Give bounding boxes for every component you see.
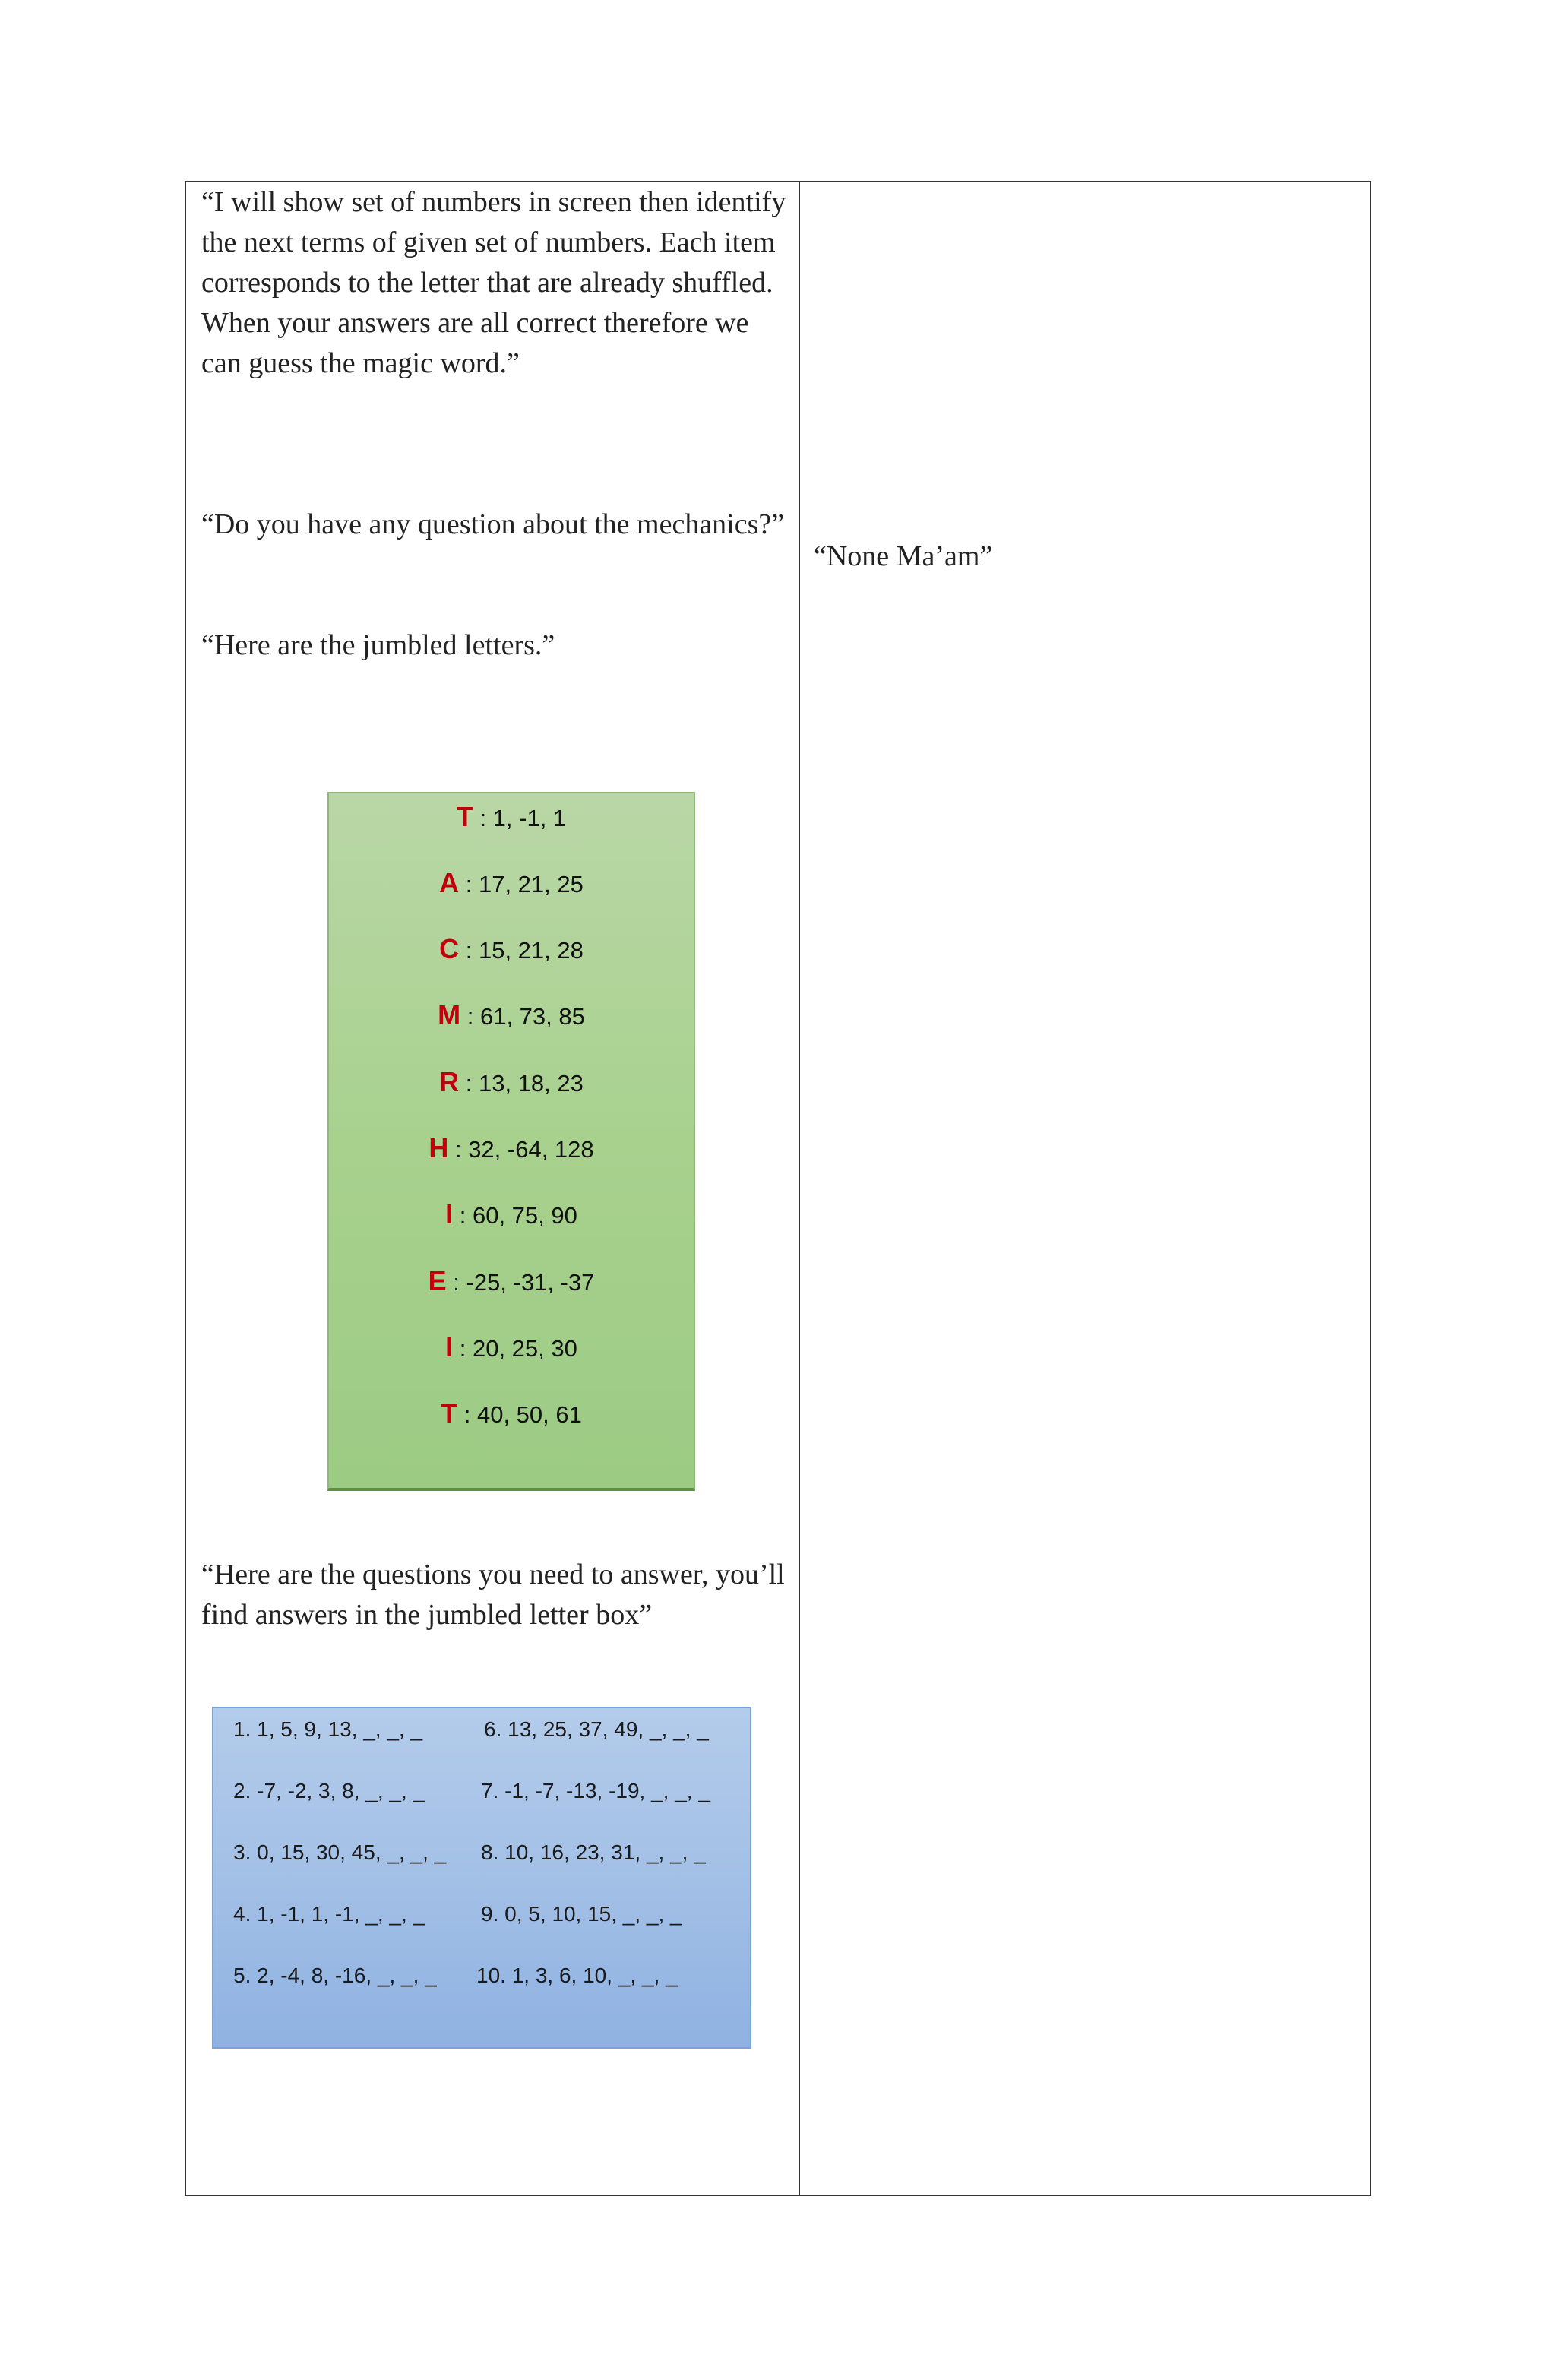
- question-item: 9. 0, 5, 10, 15, _, _, _: [481, 1902, 682, 1926]
- jumbled-item: T : 40, 50, 61: [441, 1397, 582, 1429]
- question-item: 10. 1, 3, 6, 10, _, _, _: [476, 1964, 678, 1987]
- question-item: 4. 1, -1, 1, -1, _, _, _: [233, 1902, 425, 1926]
- question-item: 7. -1, -7, -13, -19, _, _, _: [481, 1779, 710, 1802]
- lesson-table: [185, 181, 1371, 2196]
- jumbled-item: T : 1, -1, 1: [456, 801, 567, 832]
- question-item: 5. 2, -4, 8, -16, _, _, _: [233, 1964, 437, 1987]
- jumbled-item: I : 20, 25, 30: [445, 1331, 577, 1362]
- question-item: 2. -7, -2, 3, 8, _, _, _: [233, 1779, 425, 1802]
- column-divider: [799, 182, 800, 2195]
- jumbled-item: M : 61, 73, 85: [438, 999, 585, 1030]
- question-item: 1. 1, 5, 9, 13, _, _, _: [233, 1717, 423, 1741]
- question-item: 6. 13, 25, 37, 49, _, _, _: [484, 1717, 709, 1741]
- student-response: “None Ma’am”: [814, 540, 993, 572]
- question-prompt: “Do you have any question about the mechanics?”: [201, 508, 785, 540]
- jumbled-item: H : 32, -64, 128: [429, 1132, 594, 1163]
- jumbled-letter-box: [327, 792, 695, 1491]
- questions-box: [212, 1707, 751, 2049]
- question-item: 8. 10, 16, 23, 31, _, _, _: [481, 1840, 706, 1864]
- jumbled-item: C : 15, 21, 28: [439, 933, 584, 964]
- jumbled-item: E : -25, -31, -37: [428, 1265, 595, 1296]
- jumbled-item: R : 13, 18, 23: [439, 1066, 584, 1097]
- questions-intro: “Here are the questions you need to answer, you’ll find answers in the jumbled letter box”: [201, 1559, 785, 1631]
- jumbled-intro: “Here are the jumbled letters.”: [201, 629, 555, 661]
- instructions-text: “I will show set of numbers in screen then identify the next terms of given set of numbers. Each item corresponds to the letter that are already shuffled. When your answers are all correct therefore we can guess the magic word.”: [201, 186, 786, 379]
- question-item: 3. 0, 15, 30, 45, _, _, _: [233, 1840, 447, 1864]
- jumbled-item: I : 60, 75, 90: [445, 1198, 577, 1230]
- jumbled-item: A : 17, 21, 25: [439, 867, 584, 898]
